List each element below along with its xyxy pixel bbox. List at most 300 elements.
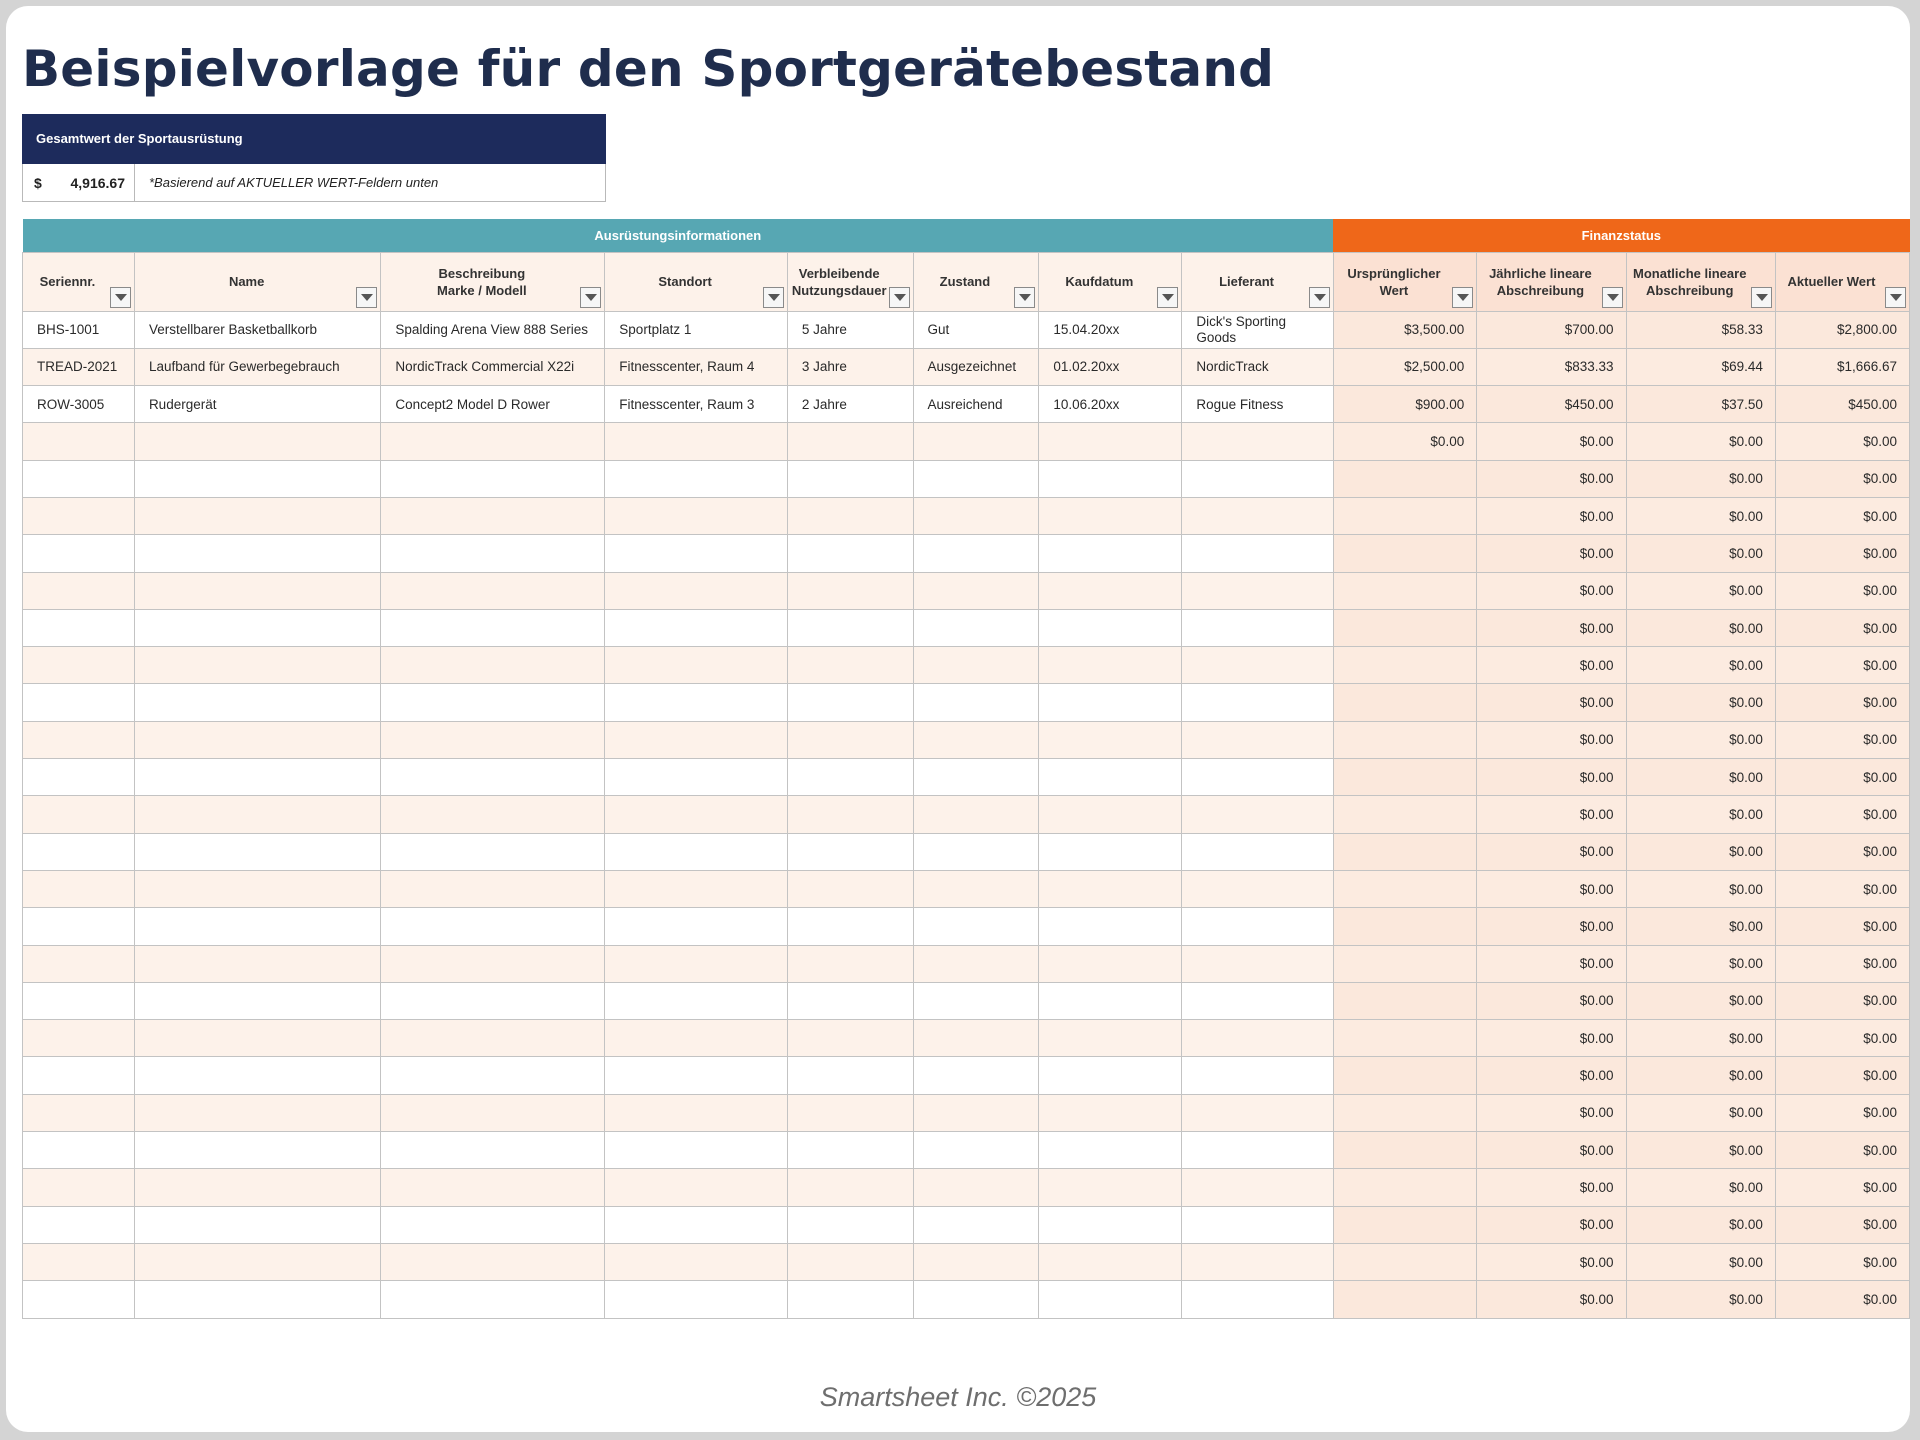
filter-dropdown-icon[interactable] (1309, 287, 1330, 308)
table-cell[interactable]: $0.00 (1477, 609, 1626, 646)
table-cell[interactable] (605, 945, 788, 982)
table-cell[interactable]: $0.00 (1477, 1020, 1626, 1057)
table-cell[interactable] (1182, 908, 1333, 945)
table-cell[interactable]: $0.00 (1477, 1094, 1626, 1131)
table-cell[interactable]: $0.00 (1775, 572, 1909, 609)
table-cell[interactable] (134, 796, 380, 833)
table-cell[interactable] (605, 759, 788, 796)
table-cell[interactable] (1039, 721, 1182, 758)
table-cell[interactable] (381, 572, 605, 609)
table-cell[interactable] (134, 1057, 380, 1094)
table-cell[interactable]: Verstellbarer Basketballkorb (134, 311, 380, 348)
table-cell[interactable] (605, 684, 788, 721)
table-cell[interactable] (1182, 535, 1333, 572)
filter-dropdown-icon[interactable] (580, 287, 601, 308)
table-cell[interactable]: $0.00 (1477, 1057, 1626, 1094)
table-cell[interactable] (1039, 982, 1182, 1019)
table-cell[interactable] (1182, 1094, 1333, 1131)
table-cell[interactable] (381, 870, 605, 907)
table-cell[interactable] (787, 1020, 913, 1057)
table-cell[interactable] (134, 497, 380, 534)
table-cell[interactable] (605, 1281, 788, 1318)
table-cell[interactable] (23, 1243, 135, 1280)
filter-dropdown-icon[interactable] (889, 287, 910, 308)
table-cell[interactable] (1182, 796, 1333, 833)
table-cell[interactable]: ROW-3005 (23, 386, 135, 423)
table-cell[interactable] (1182, 609, 1333, 646)
table-cell[interactable] (913, 908, 1039, 945)
table-cell[interactable] (1333, 721, 1477, 758)
table-cell[interactable] (605, 609, 788, 646)
table-cell[interactable] (1333, 1169, 1477, 1206)
table-cell[interactable] (1333, 572, 1477, 609)
table-cell[interactable] (23, 684, 135, 721)
table-cell[interactable] (1039, 945, 1182, 982)
table-cell[interactable]: 3 Jahre (787, 348, 913, 385)
table-cell[interactable]: $900.00 (1333, 386, 1477, 423)
table-cell[interactable] (381, 982, 605, 1019)
total-value-cell[interactable] (23, 164, 135, 201)
table-cell[interactable] (1039, 833, 1182, 870)
table-cell[interactable] (787, 1094, 913, 1131)
table-cell[interactable] (23, 796, 135, 833)
filter-dropdown-icon[interactable] (763, 287, 784, 308)
table-cell[interactable] (23, 647, 135, 684)
table-cell[interactable] (1039, 796, 1182, 833)
table-cell[interactable] (381, 759, 605, 796)
table-cell[interactable]: $0.00 (1626, 497, 1775, 534)
table-cell[interactable] (134, 908, 380, 945)
table-cell[interactable]: $0.00 (1477, 572, 1626, 609)
table-cell[interactable] (605, 1206, 788, 1243)
table-cell[interactable] (381, 1132, 605, 1169)
table-cell[interactable]: $0.00 (1626, 1020, 1775, 1057)
table-cell[interactable]: $0.00 (1626, 1132, 1775, 1169)
table-cell[interactable] (1333, 1132, 1477, 1169)
table-cell[interactable] (1039, 535, 1182, 572)
table-cell[interactable] (605, 572, 788, 609)
table-cell[interactable] (1333, 1057, 1477, 1094)
filter-dropdown-icon[interactable] (1602, 287, 1623, 308)
table-cell[interactable]: $2,800.00 (1775, 311, 1909, 348)
table-cell[interactable] (381, 1020, 605, 1057)
table-cell[interactable] (787, 982, 913, 1019)
table-cell[interactable] (1039, 870, 1182, 907)
table-cell[interactable] (23, 1132, 135, 1169)
table-cell[interactable] (1333, 460, 1477, 497)
table-cell[interactable]: $0.00 (1775, 460, 1909, 497)
table-cell[interactable]: 01.02.20xx (1039, 348, 1182, 385)
table-cell[interactable] (134, 460, 380, 497)
table-cell[interactable]: $0.00 (1626, 1094, 1775, 1131)
table-cell[interactable] (605, 1243, 788, 1280)
table-cell[interactable] (913, 647, 1039, 684)
table-cell[interactable] (1333, 1243, 1477, 1280)
table-cell[interactable] (913, 1243, 1039, 1280)
table-cell[interactable] (23, 460, 135, 497)
table-cell[interactable]: $0.00 (1477, 721, 1626, 758)
table-cell[interactable]: $0.00 (1626, 1281, 1775, 1318)
table-cell[interactable]: $0.00 (1477, 945, 1626, 982)
table-cell[interactable] (913, 759, 1039, 796)
table-cell[interactable] (23, 572, 135, 609)
table-cell[interactable] (605, 721, 788, 758)
table-cell[interactable] (913, 535, 1039, 572)
table-cell[interactable] (1182, 1057, 1333, 1094)
table-cell[interactable]: $0.00 (1477, 982, 1626, 1019)
table-cell[interactable] (1182, 497, 1333, 534)
table-cell[interactable]: Concept2 Model D Rower (381, 386, 605, 423)
table-cell[interactable] (913, 609, 1039, 646)
table-cell[interactable] (1333, 1281, 1477, 1318)
table-cell[interactable]: NordicTrack (1182, 348, 1333, 385)
table-cell[interactable]: $0.00 (1626, 609, 1775, 646)
filter-dropdown-icon[interactable] (1751, 287, 1772, 308)
table-cell[interactable] (787, 1206, 913, 1243)
table-cell[interactable] (1039, 423, 1182, 460)
table-cell[interactable]: $0.00 (1775, 1057, 1909, 1094)
table-cell[interactable] (787, 870, 913, 907)
table-cell[interactable] (134, 1281, 380, 1318)
table-cell[interactable]: $0.00 (1477, 1132, 1626, 1169)
table-cell[interactable] (1182, 1169, 1333, 1206)
table-cell[interactable] (1039, 908, 1182, 945)
table-cell[interactable] (381, 609, 605, 646)
table-cell[interactable] (134, 535, 380, 572)
table-cell[interactable] (381, 647, 605, 684)
table-cell[interactable] (605, 1094, 788, 1131)
table-cell[interactable] (381, 1243, 605, 1280)
table-cell[interactable] (381, 908, 605, 945)
table-cell[interactable] (913, 721, 1039, 758)
table-cell[interactable] (1333, 796, 1477, 833)
table-cell[interactable] (787, 1057, 913, 1094)
table-cell[interactable] (605, 497, 788, 534)
table-cell[interactable] (913, 1020, 1039, 1057)
table-cell[interactable]: $450.00 (1775, 386, 1909, 423)
table-cell[interactable] (605, 535, 788, 572)
table-cell[interactable] (787, 1281, 913, 1318)
table-cell[interactable] (1182, 460, 1333, 497)
table-cell[interactable] (787, 721, 913, 758)
table-cell[interactable] (787, 833, 913, 870)
table-cell[interactable] (913, 423, 1039, 460)
table-cell[interactable] (605, 870, 788, 907)
table-cell[interactable] (134, 1132, 380, 1169)
table-cell[interactable] (1039, 1243, 1182, 1280)
table-cell[interactable] (23, 609, 135, 646)
table-cell[interactable] (913, 1169, 1039, 1206)
table-cell[interactable] (381, 423, 605, 460)
table-cell[interactable]: $0.00 (1775, 1094, 1909, 1131)
table-cell[interactable]: $0.00 (1775, 423, 1909, 460)
table-cell[interactable]: NordicTrack Commercial X22i (381, 348, 605, 385)
table-cell[interactable] (913, 796, 1039, 833)
table-cell[interactable]: 10.06.20xx (1039, 386, 1182, 423)
table-cell[interactable]: $0.00 (1626, 908, 1775, 945)
table-cell[interactable] (1039, 1281, 1182, 1318)
table-cell[interactable]: $0.00 (1775, 833, 1909, 870)
table-cell[interactable]: $0.00 (1626, 833, 1775, 870)
table-cell[interactable] (1333, 1094, 1477, 1131)
table-cell[interactable] (787, 908, 913, 945)
table-cell[interactable] (381, 1094, 605, 1131)
table-cell[interactable] (1333, 908, 1477, 945)
table-cell[interactable]: $0.00 (1626, 759, 1775, 796)
table-cell[interactable] (1182, 982, 1333, 1019)
table-cell[interactable]: $0.00 (1775, 1020, 1909, 1057)
table-cell[interactable] (134, 721, 380, 758)
table-cell[interactable] (787, 1169, 913, 1206)
table-cell[interactable]: $0.00 (1626, 796, 1775, 833)
table-cell[interactable] (23, 1206, 135, 1243)
table-cell[interactable]: $0.00 (1477, 796, 1626, 833)
table-cell[interactable] (134, 1020, 380, 1057)
table-cell[interactable] (787, 572, 913, 609)
table-cell[interactable] (381, 684, 605, 721)
table-cell[interactable]: $0.00 (1477, 908, 1626, 945)
table-cell[interactable]: $3,500.00 (1333, 311, 1477, 348)
table-cell[interactable] (787, 647, 913, 684)
table-cell[interactable] (381, 796, 605, 833)
table-cell[interactable] (381, 833, 605, 870)
table-cell[interactable] (1333, 945, 1477, 982)
table-cell[interactable] (134, 945, 380, 982)
table-cell[interactable]: $0.00 (1775, 1206, 1909, 1243)
table-cell[interactable]: $833.33 (1477, 348, 1626, 385)
table-cell[interactable] (913, 1094, 1039, 1131)
table-cell[interactable]: $0.00 (1477, 1243, 1626, 1280)
filter-dropdown-icon[interactable] (1157, 287, 1178, 308)
table-cell[interactable]: $0.00 (1775, 1132, 1909, 1169)
table-cell[interactable] (1333, 1206, 1477, 1243)
table-cell[interactable] (605, 833, 788, 870)
table-cell[interactable]: $0.00 (1775, 497, 1909, 534)
table-cell[interactable] (1333, 647, 1477, 684)
table-cell[interactable] (1039, 497, 1182, 534)
table-cell[interactable]: $0.00 (1477, 460, 1626, 497)
table-cell[interactable] (1182, 1281, 1333, 1318)
table-cell[interactable] (1039, 1094, 1182, 1131)
table-cell[interactable] (1333, 609, 1477, 646)
table-cell[interactable]: $0.00 (1477, 1281, 1626, 1318)
table-cell[interactable] (381, 945, 605, 982)
table-cell[interactable] (605, 1132, 788, 1169)
table-cell[interactable]: $0.00 (1626, 870, 1775, 907)
table-cell[interactable] (1333, 535, 1477, 572)
table-cell[interactable] (913, 1132, 1039, 1169)
table-cell[interactable]: $0.00 (1626, 423, 1775, 460)
table-cell[interactable]: $0.00 (1626, 684, 1775, 721)
table-cell[interactable] (1333, 684, 1477, 721)
table-cell[interactable] (1333, 1020, 1477, 1057)
table-cell[interactable] (23, 759, 135, 796)
table-cell[interactable] (913, 1057, 1039, 1094)
table-cell[interactable]: $0.00 (1626, 572, 1775, 609)
table-cell[interactable]: Fitnesscenter, Raum 3 (605, 386, 788, 423)
table-cell[interactable]: Ausgezeichnet (913, 348, 1039, 385)
table-cell[interactable]: Dick's Sporting Goods (1182, 311, 1333, 348)
table-cell[interactable] (913, 572, 1039, 609)
table-cell[interactable] (23, 535, 135, 572)
table-cell[interactable] (381, 1169, 605, 1206)
table-cell[interactable] (1182, 572, 1333, 609)
table-cell[interactable] (23, 1094, 135, 1131)
table-cell[interactable] (787, 796, 913, 833)
table-cell[interactable] (1039, 1132, 1182, 1169)
table-cell[interactable] (913, 833, 1039, 870)
table-cell[interactable] (23, 497, 135, 534)
table-cell[interactable] (787, 535, 913, 572)
table-cell[interactable]: $0.00 (1477, 647, 1626, 684)
table-cell[interactable] (1039, 647, 1182, 684)
table-cell[interactable] (913, 870, 1039, 907)
table-cell[interactable] (134, 870, 380, 907)
table-cell[interactable]: $0.00 (1626, 982, 1775, 1019)
table-cell[interactable]: 2 Jahre (787, 386, 913, 423)
table-cell[interactable] (787, 945, 913, 982)
table-cell[interactable] (1182, 759, 1333, 796)
table-cell[interactable] (1182, 945, 1333, 982)
table-cell[interactable]: $0.00 (1626, 721, 1775, 758)
table-cell[interactable]: Sportplatz 1 (605, 311, 788, 348)
table-cell[interactable]: TREAD-2021 (23, 348, 135, 385)
table-cell[interactable] (605, 908, 788, 945)
table-cell[interactable]: $2,500.00 (1333, 348, 1477, 385)
table-cell[interactable] (134, 833, 380, 870)
table-cell[interactable] (134, 1243, 380, 1280)
table-cell[interactable] (134, 572, 380, 609)
table-cell[interactable]: Ausreichend (913, 386, 1039, 423)
table-cell[interactable]: $0.00 (1775, 535, 1909, 572)
table-cell[interactable] (1182, 423, 1333, 460)
table-cell[interactable] (1039, 1169, 1182, 1206)
table-cell[interactable] (605, 982, 788, 1019)
table-cell[interactable]: 5 Jahre (787, 311, 913, 348)
table-cell[interactable] (1333, 759, 1477, 796)
table-cell[interactable] (1333, 870, 1477, 907)
table-cell[interactable]: BHS-1001 (23, 311, 135, 348)
table-cell[interactable]: $0.00 (1626, 1169, 1775, 1206)
table-cell[interactable] (1182, 1206, 1333, 1243)
table-cell[interactable] (134, 647, 380, 684)
table-cell[interactable] (605, 1057, 788, 1094)
table-cell[interactable]: Fitnesscenter, Raum 4 (605, 348, 788, 385)
table-cell[interactable]: $0.00 (1626, 945, 1775, 982)
table-cell[interactable]: $0.00 (1477, 870, 1626, 907)
table-cell[interactable]: $0.00 (1477, 684, 1626, 721)
table-cell[interactable] (23, 982, 135, 1019)
table-cell[interactable]: $0.00 (1775, 1281, 1909, 1318)
table-cell[interactable] (1333, 982, 1477, 1019)
table-cell[interactable] (605, 796, 788, 833)
table-cell[interactable] (381, 1281, 605, 1318)
table-cell[interactable]: $0.00 (1775, 609, 1909, 646)
table-cell[interactable]: $0.00 (1626, 1206, 1775, 1243)
table-cell[interactable] (1182, 1132, 1333, 1169)
table-cell[interactable] (913, 684, 1039, 721)
filter-dropdown-icon[interactable] (356, 287, 377, 308)
table-cell[interactable] (134, 684, 380, 721)
table-cell[interactable]: $0.00 (1775, 647, 1909, 684)
table-cell[interactable] (381, 1057, 605, 1094)
table-cell[interactable] (787, 759, 913, 796)
table-cell[interactable] (381, 721, 605, 758)
table-cell[interactable] (605, 423, 788, 460)
table-cell[interactable] (134, 1094, 380, 1131)
table-cell[interactable] (23, 1169, 135, 1206)
table-cell[interactable] (381, 535, 605, 572)
table-cell[interactable] (913, 497, 1039, 534)
table-cell[interactable] (134, 423, 380, 460)
table-cell[interactable] (913, 1206, 1039, 1243)
table-cell[interactable]: $0.00 (1775, 945, 1909, 982)
table-cell[interactable] (134, 759, 380, 796)
table-cell[interactable] (605, 1169, 788, 1206)
table-cell[interactable] (1039, 759, 1182, 796)
table-cell[interactable]: $700.00 (1477, 311, 1626, 348)
table-cell[interactable] (1039, 460, 1182, 497)
table-cell[interactable]: $0.00 (1775, 1169, 1909, 1206)
table-cell[interactable]: $69.44 (1626, 348, 1775, 385)
table-cell[interactable] (23, 1281, 135, 1318)
table-cell[interactable] (787, 460, 913, 497)
table-cell[interactable]: $0.00 (1477, 497, 1626, 534)
table-cell[interactable] (787, 1243, 913, 1280)
table-cell[interactable] (913, 982, 1039, 1019)
table-cell[interactable]: $0.00 (1477, 535, 1626, 572)
table-cell[interactable] (1039, 572, 1182, 609)
table-cell[interactable] (1182, 870, 1333, 907)
table-cell[interactable]: $0.00 (1477, 833, 1626, 870)
table-cell[interactable] (381, 1206, 605, 1243)
filter-dropdown-icon[interactable] (1452, 287, 1473, 308)
table-cell[interactable]: $0.00 (1626, 460, 1775, 497)
table-cell[interactable] (1039, 1020, 1182, 1057)
table-cell[interactable] (1182, 1243, 1333, 1280)
table-cell[interactable]: $1,666.67 (1775, 348, 1909, 385)
table-cell[interactable] (787, 684, 913, 721)
filter-dropdown-icon[interactable] (110, 287, 131, 308)
table-cell[interactable]: $0.00 (1477, 1206, 1626, 1243)
table-cell[interactable]: $0.00 (1626, 1243, 1775, 1280)
table-cell[interactable]: $0.00 (1477, 423, 1626, 460)
table-cell[interactable] (134, 1206, 380, 1243)
table-cell[interactable] (787, 1132, 913, 1169)
table-cell[interactable] (605, 647, 788, 684)
table-cell[interactable]: $0.00 (1626, 1057, 1775, 1094)
table-cell[interactable] (913, 945, 1039, 982)
table-cell[interactable] (1182, 721, 1333, 758)
table-cell[interactable]: Laufband für Gewerbegebrauch (134, 348, 380, 385)
table-cell[interactable] (787, 423, 913, 460)
table-cell[interactable] (381, 460, 605, 497)
table-cell[interactable] (1039, 1057, 1182, 1094)
table-cell[interactable] (23, 1020, 135, 1057)
table-cell[interactable] (1182, 647, 1333, 684)
table-cell[interactable]: $37.50 (1626, 386, 1775, 423)
table-cell[interactable]: $0.00 (1775, 684, 1909, 721)
table-cell[interactable]: $0.00 (1477, 759, 1626, 796)
table-cell[interactable] (23, 945, 135, 982)
table-cell[interactable] (787, 609, 913, 646)
table-cell[interactable]: $0.00 (1775, 982, 1909, 1019)
table-cell[interactable]: $0.00 (1775, 1243, 1909, 1280)
table-cell[interactable] (913, 460, 1039, 497)
table-cell[interactable]: Spalding Arena View 888 Series (381, 311, 605, 348)
table-cell[interactable] (605, 460, 788, 497)
table-cell[interactable]: $58.33 (1626, 311, 1775, 348)
